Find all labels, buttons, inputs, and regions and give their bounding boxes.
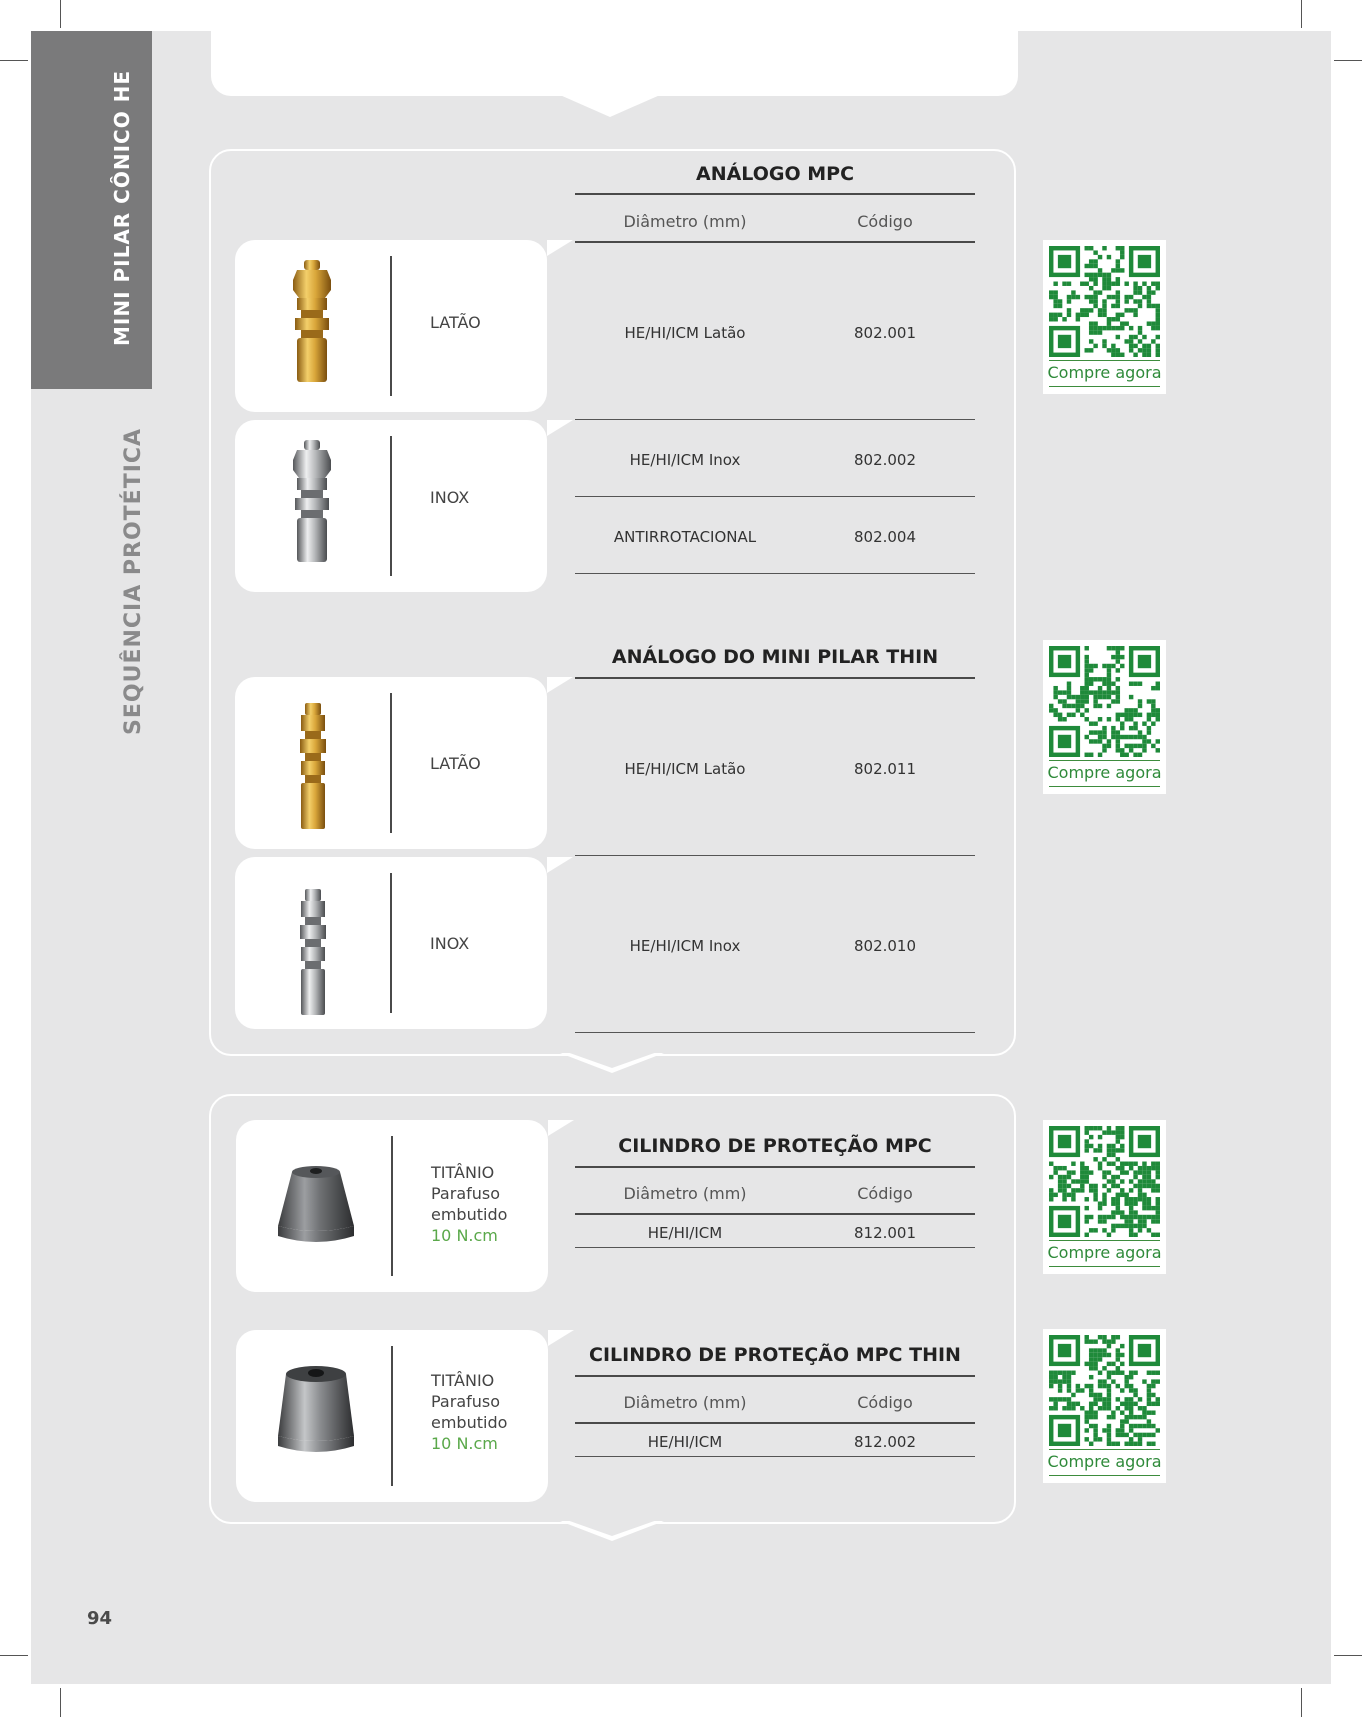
table-rule <box>575 1213 975 1215</box>
card-divider <box>391 1136 393 1276</box>
qr-label-rule <box>1049 760 1160 761</box>
crop-mark <box>60 0 61 28</box>
product-card-latao-thin <box>235 677 547 849</box>
product-spec <box>431 1162 507 1246</box>
table-rule <box>575 855 975 856</box>
table-cell-code: 802.011 <box>853 760 917 778</box>
material-label: INOX <box>430 934 470 953</box>
buy-now-link[interactable]: Compre agora <box>1047 363 1162 382</box>
screw-label-line1: Parafuso <box>431 1184 501 1203</box>
table-rule <box>575 419 975 420</box>
table-rule <box>575 496 975 497</box>
table-rule <box>575 573 975 574</box>
material-label: TITÂNIO <box>431 1163 495 1182</box>
qr-code-icon <box>1049 646 1160 757</box>
sidebar-top-label: MINI PILAR CÔNICO HE <box>110 69 134 346</box>
table-title-analogo-mini-pilar-thin: ANÁLOGO DO MINI PILAR THIN <box>611 646 939 668</box>
titanium-thin-cylinder-image <box>274 1364 358 1460</box>
screw-label-line2: embutido <box>431 1205 508 1224</box>
table-rule <box>575 1456 975 1457</box>
titanium-cylinder-image <box>274 1164 358 1250</box>
qr-label-rule <box>1049 360 1160 361</box>
column-header-diameter: Diâmetro (mm) <box>623 1393 747 1412</box>
table-cell-diameter: HE/HI/ICM <box>647 1224 723 1242</box>
screw-label-line2: embutido <box>431 1413 508 1432</box>
table-cell-diameter: HE/HI/ICM Inox <box>629 451 741 469</box>
qr-code-analogo-mpc[interactable] <box>1043 240 1166 394</box>
buy-now-link[interactable]: Compre agora <box>1047 763 1162 782</box>
qr-label-rule <box>1049 1240 1160 1241</box>
table-rule <box>575 1375 975 1377</box>
qr-label-rule <box>1049 1475 1160 1476</box>
column-header-diameter: Diâmetro (mm) <box>623 1184 747 1203</box>
product-card-inox-mpc <box>235 420 547 592</box>
brass-thin-analog-image <box>295 703 331 831</box>
steel-thin-analog-image <box>295 889 331 1017</box>
product-card-cilindro-mpc <box>236 1120 548 1292</box>
crop-mark <box>1301 1688 1302 1717</box>
product-card-latao-mpc <box>235 240 547 412</box>
table-cell-code: 812.002 <box>853 1433 917 1451</box>
buy-now-link[interactable]: Compre agora <box>1047 1243 1162 1262</box>
card-divider <box>390 256 392 396</box>
column-header-code: Código <box>857 1184 913 1203</box>
product-card-inox-thin <box>235 857 547 1029</box>
crop-mark <box>1334 1655 1362 1656</box>
qr-code-icon <box>1049 1335 1160 1446</box>
torque-value: 10 N.cm <box>431 1434 498 1453</box>
table-title-analogo-mpc: ANÁLOGO MPC <box>695 163 855 185</box>
torque-value: 10 N.cm <box>431 1226 498 1245</box>
qr-code-icon <box>1049 1126 1160 1237</box>
table-cell-diameter: HE/HI/ICM <box>647 1433 723 1451</box>
table-cell-code: 802.010 <box>853 937 917 955</box>
column-header-code: Código <box>857 212 913 231</box>
product-spec <box>431 1370 507 1454</box>
card-divider <box>390 873 392 1013</box>
qr-label-rule <box>1049 1449 1160 1450</box>
qr-code-cilindro-mpc-thin[interactable] <box>1043 1329 1166 1483</box>
table-rule <box>575 1032 975 1033</box>
crop-mark <box>1334 60 1362 61</box>
card-divider <box>391 1346 393 1486</box>
table-cell-code: 802.001 <box>853 324 917 342</box>
sidebar-bottom-label: SEQUÊNCIA PROTÉTICA <box>121 427 146 735</box>
table-rule <box>575 241 975 243</box>
top-tab-notch <box>560 95 660 117</box>
table-cell-diameter: ANTIRROTACIONAL <box>613 528 757 546</box>
table-title-cilindro-mpc-thin: CILINDRO DE PROTEÇÃO MPC THIN <box>589 1344 961 1366</box>
table-rule <box>575 677 975 679</box>
table-title-cilindro-mpc: CILINDRO DE PROTEÇÃO MPC <box>618 1135 932 1157</box>
material-label: LATÃO <box>430 754 481 773</box>
table-cell-diameter: HE/HI/ICM Latão <box>624 324 746 342</box>
table-cell-code: 802.002 <box>853 451 917 469</box>
page-number: 94 <box>87 1608 113 1629</box>
table-cell-code: 802.004 <box>853 528 917 546</box>
table-cell-code: 812.001 <box>853 1224 917 1242</box>
brass-analog-image <box>287 258 337 386</box>
column-header-code: Código <box>857 1393 913 1412</box>
table-cell-diameter: HE/HI/ICM Latão <box>624 760 746 778</box>
material-label: LATÃO <box>430 313 481 332</box>
table-rule <box>575 1247 975 1248</box>
material-label: INOX <box>430 488 470 507</box>
panel-notch-inner <box>564 1519 660 1536</box>
qr-label-rule <box>1049 386 1160 387</box>
buy-now-link[interactable]: Compre agora <box>1047 1452 1162 1471</box>
table-cell-diameter: HE/HI/ICM Inox <box>629 937 741 955</box>
table-rule <box>575 1166 975 1168</box>
table-rule <box>575 1422 975 1424</box>
panel-notch-inner <box>564 1051 660 1068</box>
material-label: TITÂNIO <box>431 1371 495 1390</box>
crop-mark <box>60 1688 61 1717</box>
qr-code-icon <box>1049 246 1160 357</box>
column-header-diameter: Diâmetro (mm) <box>623 212 747 231</box>
product-card-cilindro-mpc-thin <box>236 1330 548 1502</box>
qr-label-rule <box>1049 1266 1160 1267</box>
top-tab <box>211 31 1018 96</box>
crop-mark <box>0 60 28 61</box>
qr-label-rule <box>1049 786 1160 787</box>
crop-mark <box>1301 0 1302 28</box>
screw-label-line1: Parafuso <box>431 1392 501 1411</box>
qr-code-analogo-thin[interactable] <box>1043 640 1166 794</box>
qr-code-cilindro-mpc[interactable] <box>1043 1120 1166 1274</box>
card-divider <box>390 436 392 576</box>
crop-mark <box>0 1655 28 1656</box>
card-divider <box>390 693 392 833</box>
table-rule <box>575 193 975 195</box>
steel-analog-image <box>287 438 337 566</box>
